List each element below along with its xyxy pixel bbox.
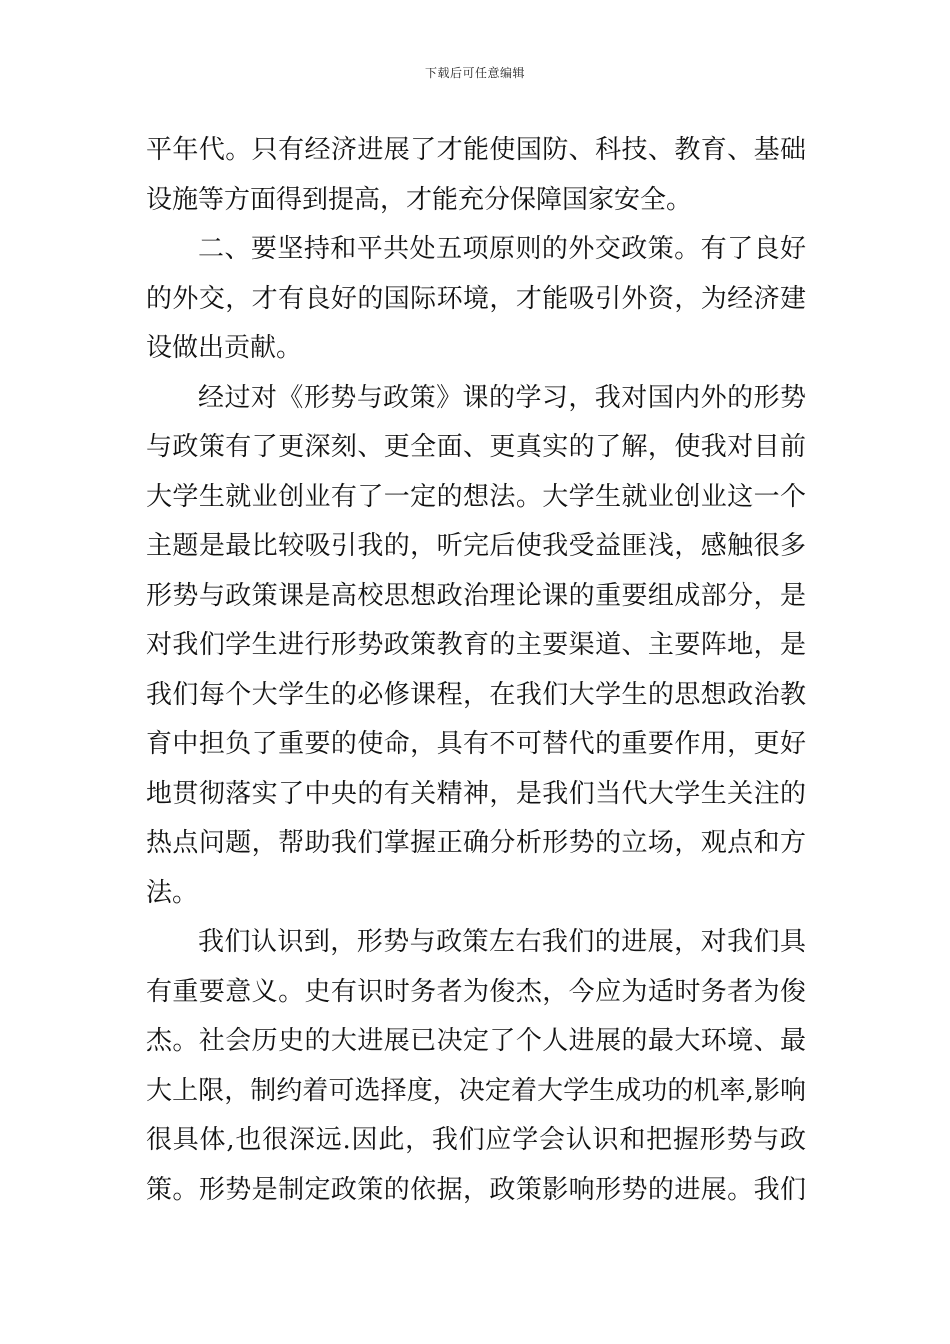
text-line: 平年代。只有经济进展了才能使国防、科技、教育、基础 (146, 135, 806, 165)
text-line: 的外交，才有良好的国际环境，才能吸引外资，为经济建 (146, 283, 806, 314)
text-line: 主题是最比较吸引我的，听完后使我受益匪浅，感触很多 (146, 531, 806, 561)
text-line: 二、要坚持和平共处五项原则的外交政策。有了良好 (198, 234, 806, 264)
text-line: 很具体,也很深远.因此，我们应学会认识和把握形势与政 (146, 1125, 806, 1155)
text-line: 育中担负了重要的使命，具有不可替代的重要作用，更好 (146, 729, 806, 759)
text-line: 有重要意义。史有识时务者为俊杰，今应为适时务者为俊 (146, 976, 806, 1007)
text-line: 大上限，制约着可选择度，决定着大学生成功的机率,影响 (146, 1075, 806, 1106)
text-line: 热点问题，帮助我们掌握正确分析形势的立场，观点和方 (146, 828, 806, 858)
text-line: 杰。社会历史的大进展已决定了个人进展的最大环境、最 (146, 1026, 806, 1056)
text-line: 地贯彻落实了中央的有关精神，是我们当代大学生关注的 (146, 778, 806, 809)
text-line: 经过对《形势与政策》课的学习，我对国内外的形势 (198, 382, 806, 413)
text-line: 形势与政策课是高校思想政治理论课的重要组成部分，是 (146, 580, 806, 611)
text-line: 设施等方面得到提高，才能充分保障国家安全。 (146, 184, 693, 215)
text-line: 我们认识到，形势与政策左右我们的进展，对我们具 (198, 927, 806, 957)
text-line: 法。 (146, 877, 199, 908)
text-line: 策。形势是制定政策的依据，政策影响形势的进展。我们 (146, 1174, 806, 1205)
text-line: 对我们学生进行形势政策教育的主要渠道、主要阵地，是 (146, 630, 806, 660)
body-text (146, 126, 806, 1215)
text-line: 我们每个大学生的必修课程，在我们大学生的思想政治教 (146, 679, 806, 710)
text-line: 设做出贡献。 (146, 333, 303, 363)
text-line: 大学生就业创业有了一定的想法。大学生就业创业这一个 (146, 481, 806, 512)
page-header: 下载后可任意编辑 (424, 66, 525, 80)
text-line: 与政策有了更深刻、更全面、更真实的了解，使我对目前 (146, 432, 806, 462)
